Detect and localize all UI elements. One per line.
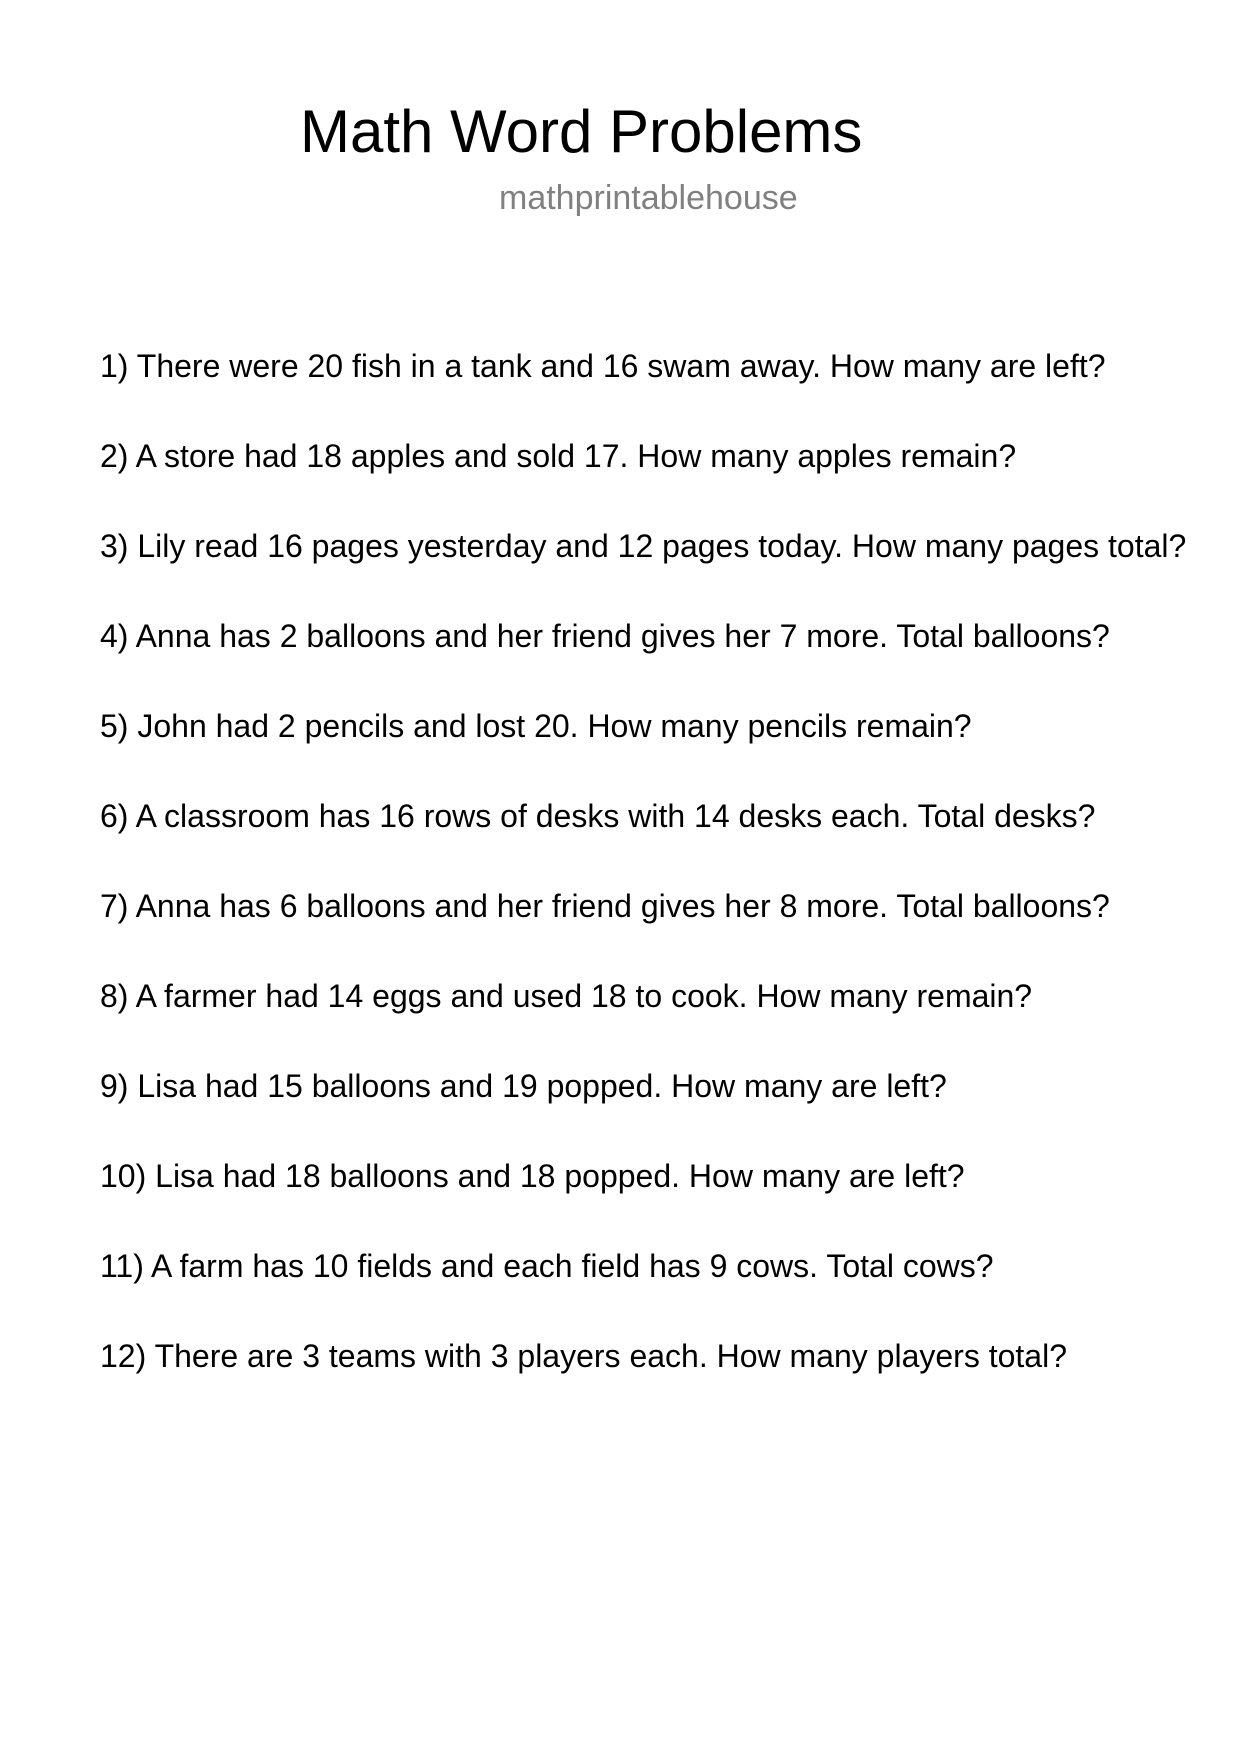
problem-item: 10) Lisa had 18 balloons and 18 popped. How many are left? <box>100 1158 965 1194</box>
problem-item: 2) A store had 18 apples and sold 17. How many apples remain? <box>100 438 1017 474</box>
problem-item: 5) John had 2 pencils and lost 20. How many pencils remain? <box>100 708 972 744</box>
problem-item: 4) Anna has 2 balloons and her friend gives her 7 more. Total balloons? <box>100 618 1110 654</box>
problem-item: 7) Anna has 6 balloons and her friend gives her 8 more. Total balloons? <box>100 888 1110 924</box>
problem-item: 12) There are 3 teams with 3 players each. How many players total? <box>100 1338 1067 1374</box>
problem-item: 6) A classroom has 16 rows of desks with 14 desks each. Total desks? <box>100 798 1096 834</box>
problem-item: 3) Lily read 16 pages yesterday and 12 pages today. How many pages total? <box>100 528 1187 564</box>
page-subtitle: mathprintablehouse <box>499 179 798 217</box>
problem-item: 1) There were 20 fish in a tank and 16 swam away. How many are left? <box>100 348 1106 384</box>
problem-item: 11) A farm has 10 fields and each field has 9 cows. Total cows? <box>100 1248 994 1284</box>
page-title: Math Word Problems <box>300 98 863 165</box>
problem-item: 9) Lisa had 15 balloons and 19 popped. How many are left? <box>100 1068 947 1104</box>
problem-list <box>100 346 1186 1426</box>
problem-item: 8) A farmer had 14 eggs and used 18 to cook. How many remain? <box>100 978 1033 1014</box>
